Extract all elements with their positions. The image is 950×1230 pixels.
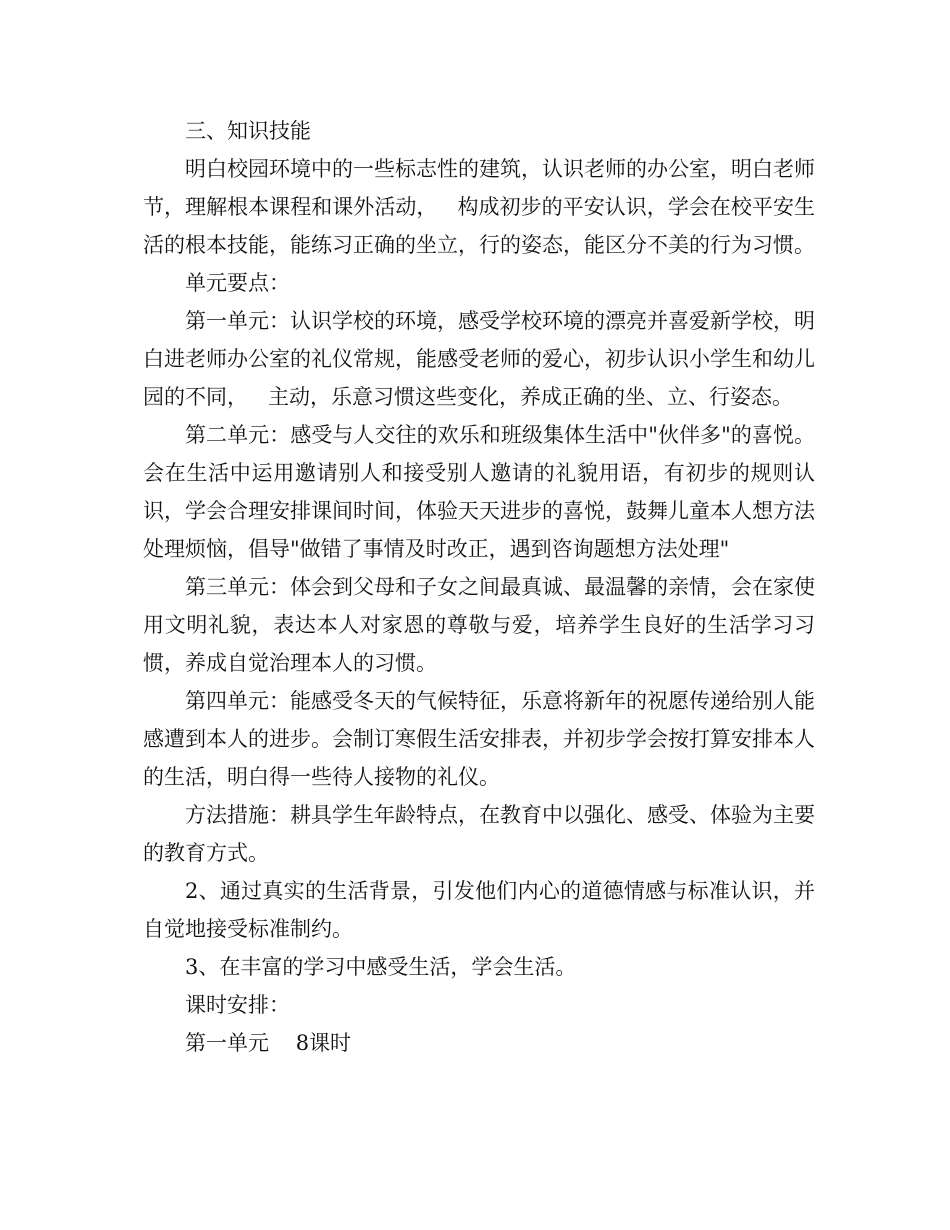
unit-two-paragraph: 第二单元：感受与人交往的欢乐和班级集体生活中"伙伴多"的喜悦。会在生活中运用邀请别人和接受别人邀请的礼貌用语，有初步的规则认识，学会合理安排课间时间，体验天天进步的喜悦，鼓舞儿童本人想方法处理烦恼，倡导"做错了事情及时改正，遇到咨询题想方法处理"	[143, 423, 815, 561]
schedule-heading: 课时安排：	[185, 993, 290, 1017]
unit-key-points-heading: 单元要点：	[185, 271, 290, 295]
unit-one-paragraph: 第一单元：认识学校的环境，感受学校环境的漂亮并喜爱新学校，明白进老师办公室的礼仪常规，能感受老师的爱心，初步认识小学生和幼儿园的不同， 主动，乐意习惯这些变化，养成正确的坐、立、行姿态。	[143, 309, 815, 409]
methods-paragraph: 方法措施：耕具学生年龄特点，在教育中以强化、感受、体验为主要的教育方式。	[143, 803, 815, 865]
method-item-2: 2、通过真实的生活背景，引发他们内心的道德情感与标准认识，并自觉地接受标准制约。	[143, 879, 815, 941]
unit-four-paragraph: 第四单元：能感受冬天的气候特征，乐意将新年的祝愿传递给别人能感遭到本人的进步。会制订寒假生活安排表，并初步学会按打算安排本人的生活，明白得一些待人接物的礼仪。	[143, 689, 815, 789]
method-item-3: 3、在丰富的学习中感受生活，学会生活。	[185, 955, 577, 979]
knowledge-skills-paragraph: 明白校园环境中的一些标志性的建筑，认识老师的办公室，明白老师节，理解根本课程和课外活动， 构成初步的平安认识，学会在校平安生活的根本技能，能练习正确的坐立，行的姿态，能区分不美的行为习惯。	[143, 157, 815, 257]
document-body	[143, 112, 815, 1062]
unit-three-paragraph: 第三单元：体会到父母和子女之间最真诚、最温馨的亲情，会在家使用文明礼貌，表达本人对家恩的尊敬与爱，培养学生良好的生活学习习惯，养成自觉治理本人的习惯。	[143, 575, 815, 675]
section-heading-knowledge-skills: 三、知识技能	[185, 119, 311, 143]
schedule-unit-one: 第一单元 8课时	[185, 1031, 352, 1055]
